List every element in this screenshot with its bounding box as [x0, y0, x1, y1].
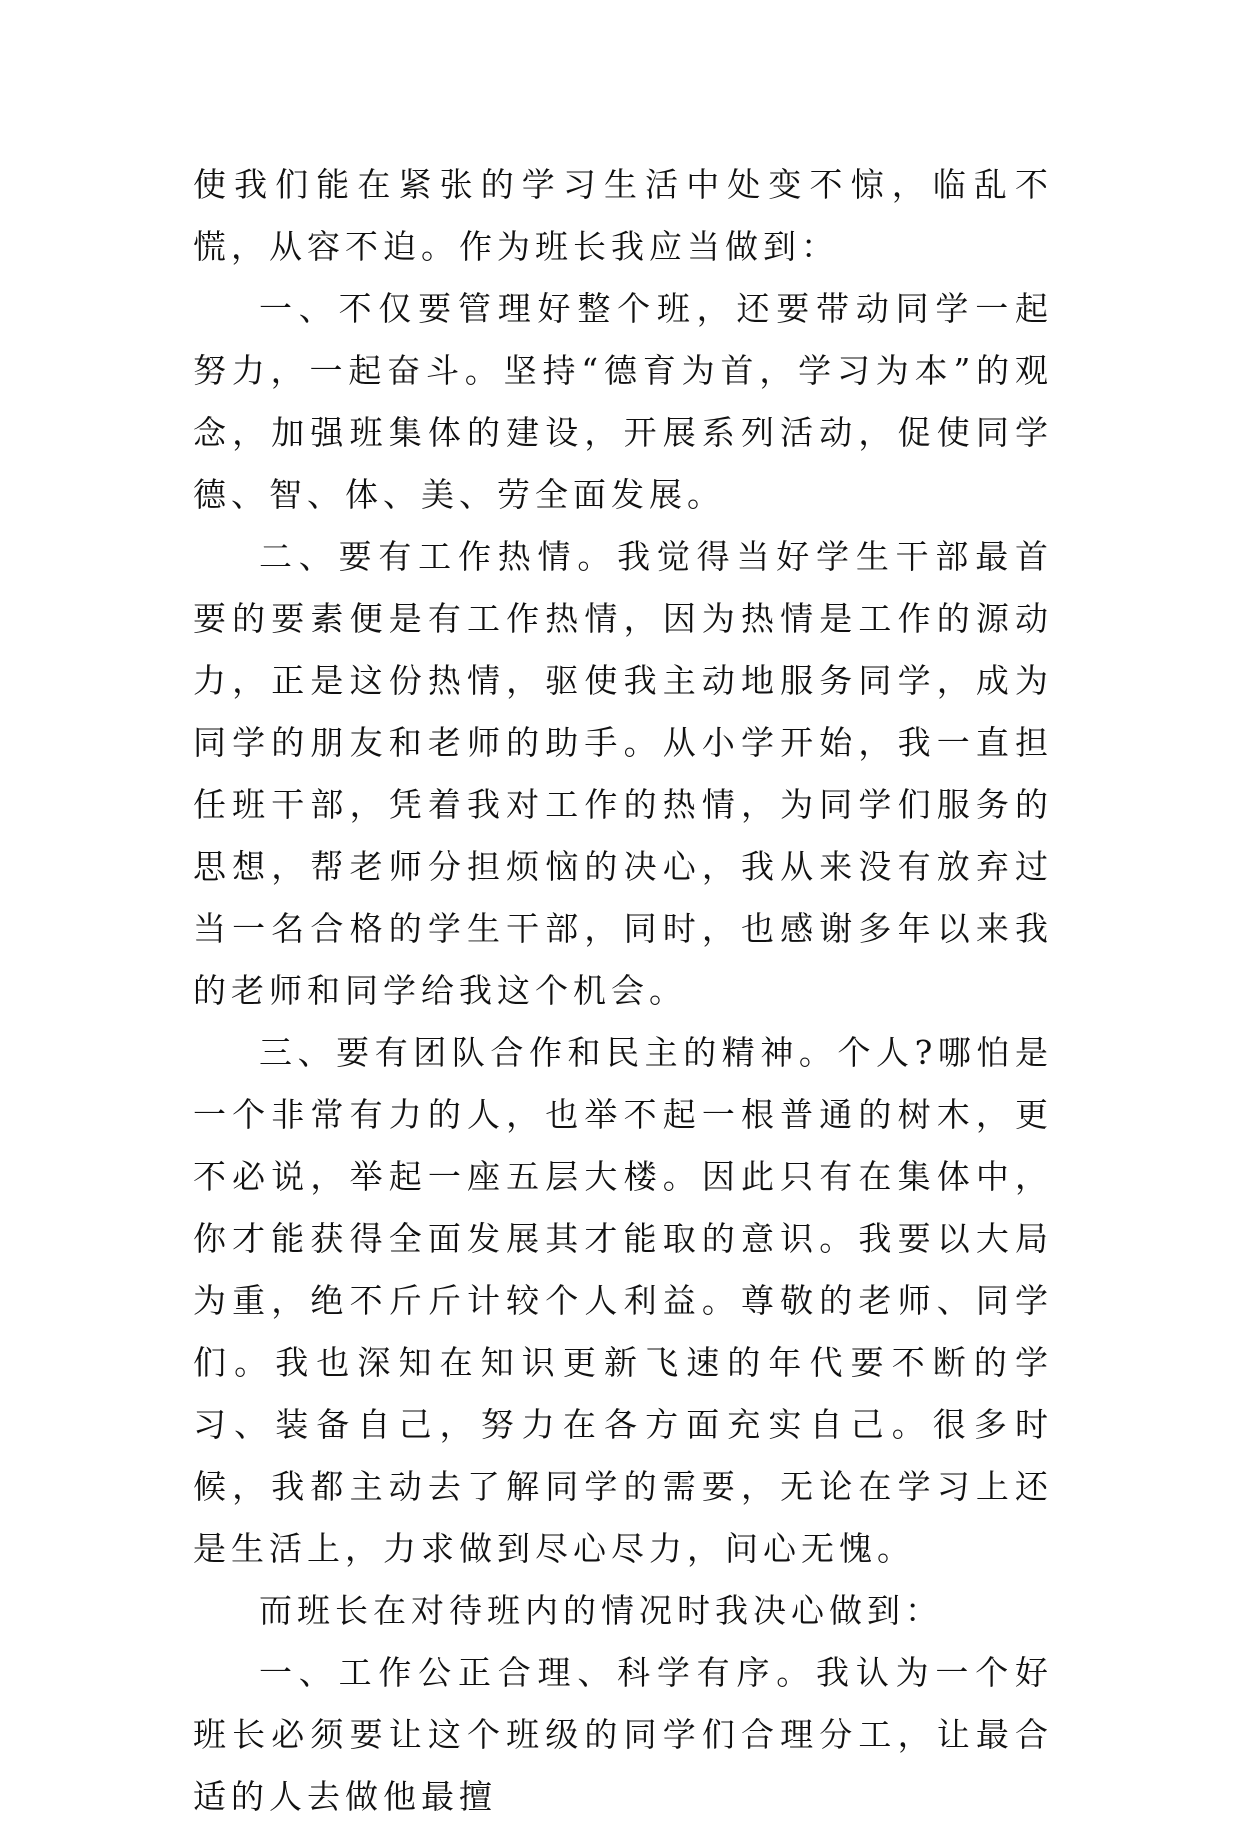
document-page — [193, 154, 1053, 1828]
paragraph-resolve-point-1: 一、工作公正合理、科学有序。我认为一个好班长必须要让这个班级的同学们合理分工，让最合适的人去做他最擅 — [193, 1653, 1053, 1816]
paragraph-point-2: 二、要有工作热情。我觉得当好学生干部最首要的要素便是有工作热情，因为热情是工作的源动力，正是这份热情，驱使我主动地服务同学，成为同学的朋友和老师的助手。从小学开始，我一直担任班干部，凭着我对工作的热情，为同学们服务的思想，帮老师分担烦恼的决心，我从来没有放弃过当一名合格的学生干部，同时，也感谢多年以来我的老师和同学给我这个机会。 — [193, 537, 1053, 1010]
paragraph-point-1: 一、不仅要管理好整个班，还要带动同学一起努力，一起奋斗。坚持“德育为首，学习为本”的观念，加强班集体的建设，开展系列活动，促使同学德、智、体、美、劳全面发展。 — [193, 289, 1053, 514]
paragraph-class-resolve: 而班长在对待班内的情况时我决心做到： — [259, 1591, 943, 1630]
paragraph-point-3: 三、要有团队合作和民主的精神。个人?哪怕是一个非常有力的人，也举不起一根普通的树木，更不必说，举起一座五层大楼。因此只有在集体中，你才能获得全面发展其才能取的意识。我要以大局为重，绝不斤斤计较个人利益。尊敬的老师、同学们。我也深知在知识更新飞速的年代要不断的学习、装备自己，努力在各方面充实自己。很多时候，我都主动去了解同学的需要，无论在学习上还是生活上，力求做到尽心尽力，问心无愧。 — [193, 1033, 1053, 1568]
paragraph-intro: 使我们能在紧张的学习生活中处变不惊，临乱不慌，从容不迫。作为班长我应当做到： — [193, 165, 1053, 266]
